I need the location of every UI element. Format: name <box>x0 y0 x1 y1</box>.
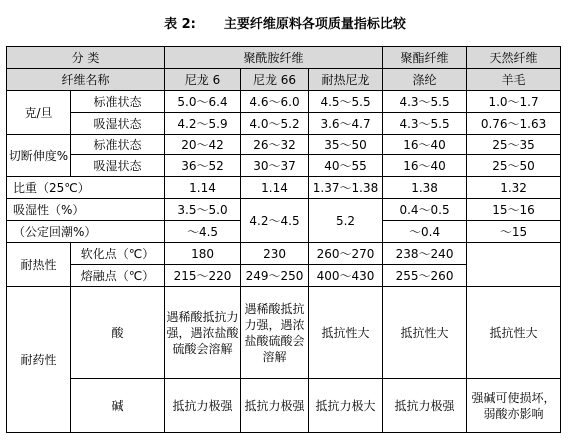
specific-gravity-label: 比重（25℃） <box>7 177 165 199</box>
table-cell: 40～55 <box>309 155 383 177</box>
header-dacron: 涤纶 <box>383 69 467 91</box>
header-heat-nylon: 耐热尼龙 <box>309 69 383 91</box>
table-cell: ～0.4 <box>383 221 467 243</box>
table-cell: 4.2～4.5 <box>241 199 309 243</box>
table-cell-empty <box>467 243 561 287</box>
table-cell: 强碱可使损坏，弱酸亦影响 <box>467 379 561 433</box>
header-category: 分 类 <box>7 47 165 69</box>
header-fiber-name: 纤维名称 <box>7 69 165 91</box>
table-cell: 36～52 <box>165 155 241 177</box>
table-cell: 抵抗性大 <box>383 287 467 379</box>
table-cell: 1.0～1.7 <box>467 91 561 113</box>
acid-label: 酸 <box>71 287 165 379</box>
table-cell: 400～430 <box>309 265 383 287</box>
table-cell: 1.37～1.38 <box>309 177 383 199</box>
table-row <box>7 177 561 199</box>
table-cell: 4.3～5.5 <box>383 91 467 113</box>
table-row <box>7 91 561 113</box>
table-cell: 25～35 <box>467 135 561 155</box>
heat-resistance-label: 耐热性 <box>7 243 71 287</box>
table-cell: 抵抗力极大 <box>309 379 383 433</box>
table-cell: 1.14 <box>241 177 309 199</box>
header-row-fiber-name <box>7 69 561 91</box>
table-cell: 遇稀酸抵抗力强，遇浓盐酸硫酸会溶解 <box>241 287 309 379</box>
table-cell: 抵抗力极强 <box>165 379 241 433</box>
table-cell: 5.0～6.4 <box>165 91 241 113</box>
table-cell: 3.5～5.0 <box>165 199 241 221</box>
table-cell: 35～50 <box>309 135 383 155</box>
table-row <box>7 155 561 177</box>
table-cell: 180 <box>165 243 241 265</box>
table-cell: 0.76～1.63 <box>467 113 561 135</box>
table-cell: 5.2 <box>309 199 383 243</box>
state-label: 吸湿状态 <box>71 113 165 135</box>
table-cell: 260～270 <box>309 243 383 265</box>
table-cell: ～4.5 <box>165 221 241 243</box>
table-cell: 26～32 <box>241 135 309 155</box>
table-row <box>7 135 561 155</box>
table-cell: 16～40 <box>383 135 467 155</box>
table-cell: 16～40 <box>383 155 467 177</box>
table-cell: 4.0～5.2 <box>241 113 309 135</box>
hygroscopicity-label: 吸湿性（%） <box>7 199 165 221</box>
table-cell: 4.3～5.5 <box>383 113 467 135</box>
table-cell: 抵抗力极强 <box>383 379 467 433</box>
chemical-resistance-label: 耐药性 <box>7 287 71 433</box>
table-cell: 30～37 <box>241 155 309 177</box>
table-cell: 1.32 <box>467 177 561 199</box>
header-polyamide: 聚酰胺纤维 <box>165 47 383 69</box>
moisture-regain-label: （公定回潮%） <box>7 221 165 243</box>
table-number: 表 2: <box>164 16 196 32</box>
table-cell: 3.6～4.7 <box>309 113 383 135</box>
state-label: 吸湿状态 <box>71 155 165 177</box>
table-row <box>7 199 561 221</box>
header-natural: 天然纤维 <box>467 47 561 69</box>
table-row <box>7 113 561 135</box>
header-row-category <box>7 47 561 69</box>
fiber-comparison-table <box>6 46 561 433</box>
table-cell: 4.5～5.5 <box>309 91 383 113</box>
table-row <box>7 287 561 379</box>
table-cell: 4.2～5.9 <box>165 113 241 135</box>
table-cell: 238～240 <box>383 243 467 265</box>
table-cell: 抵抗力极强 <box>241 379 309 433</box>
table-caption <box>0 0 570 44</box>
table-cell: 230 <box>241 243 309 265</box>
elongation-label: 切断伸度% <box>7 135 71 177</box>
melting-point-label: 熔融点（℃） <box>71 265 165 287</box>
gram-per-denier-label: 克/旦 <box>7 91 71 135</box>
header-polyester: 聚酯纤维 <box>383 47 467 69</box>
table-cell: 抵抗性大 <box>309 287 383 379</box>
table-cell: 抵抗性大 <box>467 287 561 379</box>
table-cell: 1.38 <box>383 177 467 199</box>
table-cell: 15～16 <box>467 199 561 221</box>
state-label: 标准状态 <box>71 135 165 155</box>
table-cell: 249～250 <box>241 265 309 287</box>
table-cell: 遇稀酸抵抗力强，遇浓盐酸硫酸会溶解 <box>165 287 241 379</box>
table-cell: 1.14 <box>165 177 241 199</box>
table-row <box>7 243 561 265</box>
table-cell: 255～260 <box>383 265 467 287</box>
table-row <box>7 379 561 433</box>
softening-point-label: 软化点（℃） <box>71 243 165 265</box>
table-cell: 20～42 <box>165 135 241 155</box>
table-cell: 4.6～6.0 <box>241 91 309 113</box>
state-label: 标准状态 <box>71 91 165 113</box>
header-nylon6: 尼龙 6 <box>165 69 241 91</box>
header-nylon66: 尼龙 66 <box>241 69 309 91</box>
table-cell: ～15 <box>467 221 561 243</box>
header-wool: 羊毛 <box>467 69 561 91</box>
alkali-label: 碱 <box>71 379 165 433</box>
table-title: 主要纤维原料各项质量指标比较 <box>223 16 406 32</box>
table-cell: 0.4～0.5 <box>383 199 467 221</box>
table-cell: 25～50 <box>467 155 561 177</box>
table-cell: 215～220 <box>165 265 241 287</box>
